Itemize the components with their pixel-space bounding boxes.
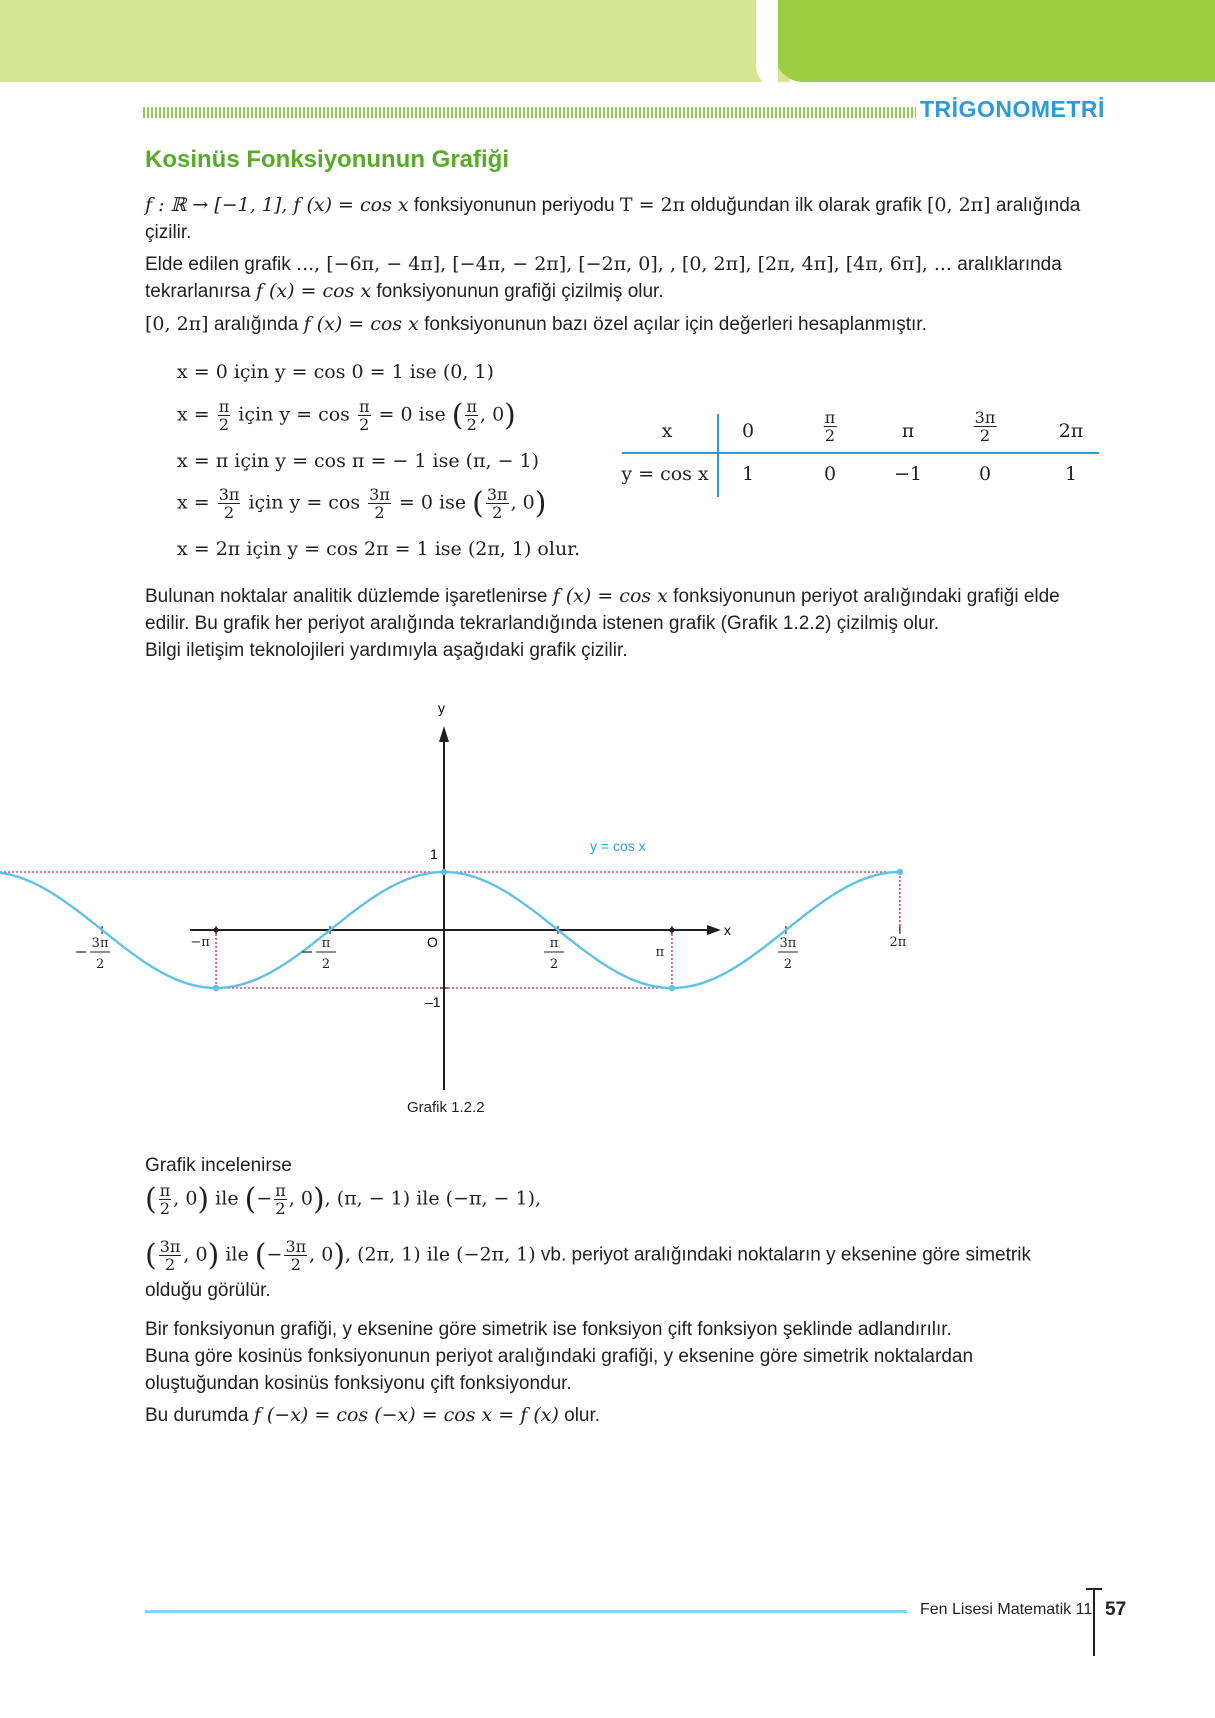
even-function-identity: f (−x) = cos (−x) = cos x = f (x)	[253, 1404, 559, 1426]
fraction	[159, 1182, 172, 1217]
table-x-value: $\frac{\pi}{2}$	[824, 408, 836, 445]
paren: (	[145, 1238, 157, 1273]
paren: )	[312, 1182, 325, 1217]
intro-paragraph-1	[145, 192, 1095, 246]
equation-x-pi: x = π için y = cos π = − 1 ise (π, − 1)	[177, 450, 540, 472]
period-expression: T = 2π	[619, 194, 686, 216]
denominator: 2	[223, 503, 235, 522]
footer-book-title: Fen Lisesi Matematik 11	[920, 1601, 1093, 1618]
intro-paragraph-2	[145, 251, 1095, 305]
denominator: 2	[290, 1255, 301, 1274]
paren: (	[244, 1182, 257, 1217]
analysis-line-2: ( $\frac{3\pi}{2}$ , 0) ile (− $\frac{3\pi}{2}$ , 0), (2π, 1) ile (−2π, 1) vb. periyot aralığındaki noktaların y eksenine göre simetrik	[145, 1237, 1031, 1274]
text: , 0	[288, 1187, 313, 1210]
table-x-value: π	[901, 420, 915, 442]
fraction	[159, 1238, 182, 1273]
table-x-value: 0	[741, 420, 755, 442]
interval-expression: [0, 2π]	[926, 194, 991, 216]
numerator: π	[159, 1181, 171, 1200]
denominator: 2	[492, 503, 503, 522]
function-expression: f (x) = cos x	[255, 280, 372, 302]
function-definition: f : ℝ → [−1, 1], f (x) = cos x	[145, 194, 409, 216]
text: = 0 ise	[378, 403, 446, 426]
x-axis-arrow	[707, 925, 721, 935]
cosine-graph	[91, 690, 907, 1100]
paren: (	[254, 1238, 267, 1273]
text: = 0 ise	[398, 491, 467, 514]
numerator: 3π	[369, 485, 390, 504]
numerator: 3π	[218, 485, 240, 504]
table-horizontal-line	[622, 452, 1099, 454]
key-point	[213, 985, 219, 991]
numerator: 3π	[486, 485, 508, 504]
text: x =	[177, 491, 210, 514]
table-y-header: y = cos x	[621, 463, 709, 485]
table-x-value: 2π	[1058, 420, 1084, 442]
y-axis-arrow	[439, 726, 449, 742]
curve-label: y = cos x	[590, 838, 646, 854]
header-band-right	[775, 0, 1215, 82]
denominator: 2	[275, 1199, 286, 1218]
denominator: 2	[374, 503, 385, 522]
denominator: 2	[466, 415, 477, 434]
footer-rule	[145, 1610, 907, 1613]
analysis-intro: Grafik incelenirse	[145, 1155, 292, 1176]
numerator: 3π	[285, 1237, 307, 1256]
section-title: Kosinüs Fonksiyonunun Grafiği	[145, 146, 510, 173]
numerator: π	[275, 1181, 286, 1200]
fraction	[465, 398, 478, 433]
tick-label-pi-over-2-num: π	[549, 936, 559, 951]
table-y-value: 0	[978, 463, 992, 485]
analysis-line-3: olduğu görülür.	[145, 1280, 271, 1301]
tick-label-pi-over-2-den: 2	[549, 957, 559, 972]
text: , 0	[510, 491, 535, 514]
fraction	[274, 1182, 287, 1217]
header-band-gap	[756, 0, 778, 88]
text: olur.	[558, 1405, 601, 1426]
equation-x-0: x = 0 için y = cos 0 = 1 ise (0, 1)	[177, 361, 494, 383]
text: , 0	[480, 403, 505, 426]
tick-label-pi: π	[655, 945, 665, 960]
text: fonksiyonunun grafiği çizilmiş olur.	[371, 281, 664, 302]
text: fonksiyonunun bazı özel açılar için değerleri hesaplanmıştır.	[418, 314, 927, 335]
table-x-header: x	[661, 420, 673, 442]
text: , 0	[183, 1243, 208, 1266]
equation-x-2pi: x = 2π için y = cos 2π = 1 ise (2π, 1) olur.	[177, 538, 581, 560]
tick-label-3pi-over-2-den: 2	[783, 957, 793, 972]
paren: (	[472, 486, 484, 521]
footer-divider	[1093, 1588, 1095, 1656]
text: olduğundan ilk olarak grafik	[685, 195, 927, 216]
fraction	[358, 398, 371, 433]
tick-label-3pi-over-2-num: 3π	[779, 936, 797, 951]
denominator: 2	[218, 415, 230, 434]
table-y-value: 1	[741, 463, 755, 485]
fraction	[368, 486, 391, 521]
key-point	[441, 869, 447, 875]
analysis-line-1: ( $\frac{\pi}{2}$ , 0) ile (− $\frac{\pi}{2}$ , 0), (π, − 1) ile (−π, − 1),	[145, 1181, 542, 1218]
conclusion-paragraph-6: Bir fonksiyonun grafiği, y eksenine göre simetrik ise fonksiyon çift fonksiyon şeklinde adlandırılır.	[145, 1319, 952, 1340]
denominator: 2	[164, 1255, 176, 1274]
chapter-title: TRİGONOMETRİ	[920, 96, 1105, 122]
key-point	[669, 985, 675, 991]
origin-label: O	[427, 934, 438, 950]
paren: )	[207, 1238, 220, 1273]
conclusion-paragraph-8	[145, 1402, 1095, 1429]
text: , (π, − 1) ile (−π, − 1),	[324, 1187, 542, 1210]
paren: (	[145, 1182, 157, 1217]
numerator: π	[218, 397, 230, 416]
text: aralığında çizilir.	[145, 195, 1081, 243]
text: ile	[209, 1187, 245, 1210]
equation-x-pi-over-2	[177, 398, 516, 433]
interval-list: ..., [−6π, − 4π], [−4π, − 2π], [−2π, 0], , [0, 2π], [2π, 4π], [4π, 6π], ...	[296, 253, 952, 275]
interval-expression: [0, 2π]	[145, 313, 209, 335]
text: aralığında	[208, 314, 304, 335]
text: fonksiyonunun periyodu	[408, 195, 620, 216]
table-y-value: 0	[823, 463, 837, 485]
function-expression: f (x) = cos x	[552, 585, 668, 607]
paren: )	[333, 1238, 346, 1273]
tick-label-minus-3pi-over-2-num: 3π	[91, 936, 109, 951]
numerator: 3π	[159, 1237, 181, 1256]
paren: )	[197, 1182, 210, 1217]
table-x-value: $\frac{3\pi}{2}$	[974, 408, 996, 445]
tick-label-minus-3pi-over-2-den: 2	[95, 957, 105, 972]
conclusion-paragraph-7: Buna göre kosinüs fonksiyonunun periyot aralığındaki grafiği, y eksenine göre simetrik noktalardan oluştuğundan kosinüs fonksiyonu çift fonksiyondur.	[145, 1346, 974, 1394]
intro-paragraph-3	[145, 311, 1095, 338]
table-vertical-line	[717, 414, 719, 497]
x-axis-label: x	[724, 922, 731, 938]
text: için y = cos	[248, 491, 361, 514]
numerator: π	[358, 397, 370, 416]
text: Elde edilen grafik	[145, 254, 297, 275]
y-axis-label: y	[438, 700, 445, 716]
key-point	[897, 869, 903, 875]
text: , 0	[309, 1243, 334, 1266]
tick-label-minus-pi-over-2-den: 2	[321, 957, 331, 972]
fraction	[486, 486, 509, 521]
text: ile	[219, 1243, 255, 1266]
fraction	[218, 398, 231, 433]
y-tick-minus-one: –1	[425, 994, 441, 1010]
axis-point	[213, 927, 218, 932]
header-tick-rule	[143, 107, 916, 118]
text: Bulunan noktalar analitik düzlemde işaretlenirse	[145, 586, 553, 607]
y-tick-one: 1	[430, 846, 438, 862]
graph-caption: Grafik 1.2.2	[407, 1099, 485, 1116]
header-band-left	[0, 0, 790, 82]
body-paragraph-5: Bilgi iletişim teknolojileri yardımıyla aşağıdaki grafik çizilir.	[145, 640, 628, 661]
text: aralıklarında tekrarlanırsa	[145, 254, 1062, 302]
body-paragraph-4	[145, 583, 1095, 637]
denominator: 2	[359, 415, 370, 434]
text: Bu durumda	[145, 1405, 254, 1426]
table-y-value: 1	[1064, 463, 1078, 485]
paren: )	[534, 486, 547, 521]
paren: )	[504, 398, 516, 433]
paren: (	[451, 398, 464, 433]
text: için y = cos	[238, 403, 350, 426]
text: , (2π, 1) ile (−2π, 1)	[345, 1243, 536, 1266]
fraction	[284, 1238, 307, 1273]
tick-label-minus-pi-over-2-num: π	[321, 936, 331, 951]
tick-label-minus-pi: −π	[190, 935, 210, 950]
text: vb. periyot aralığındaki noktaların y eksenine göre simetrik	[535, 1244, 1031, 1266]
text: x =	[177, 403, 210, 426]
page-number: 57	[1105, 1599, 1127, 1620]
function-expression: f (x) = cos x	[303, 313, 419, 335]
tick-label-2pi: 2π	[889, 935, 907, 950]
denominator: 2	[159, 1199, 171, 1218]
numerator: π	[466, 397, 477, 416]
text: fonksiyonunun periyot aralığındaki grafiği elde edilir. Bu grafik her periyot aralığında tekrarlandığında istenen grafik (Grafik 1.2.2) çizilmiş olur.	[145, 586, 1060, 634]
table-y-value: −1	[893, 463, 923, 485]
text: , 0	[173, 1187, 198, 1210]
equation-x-3pi-over-2	[177, 486, 546, 521]
fraction	[218, 486, 241, 521]
axis-point	[669, 927, 674, 932]
